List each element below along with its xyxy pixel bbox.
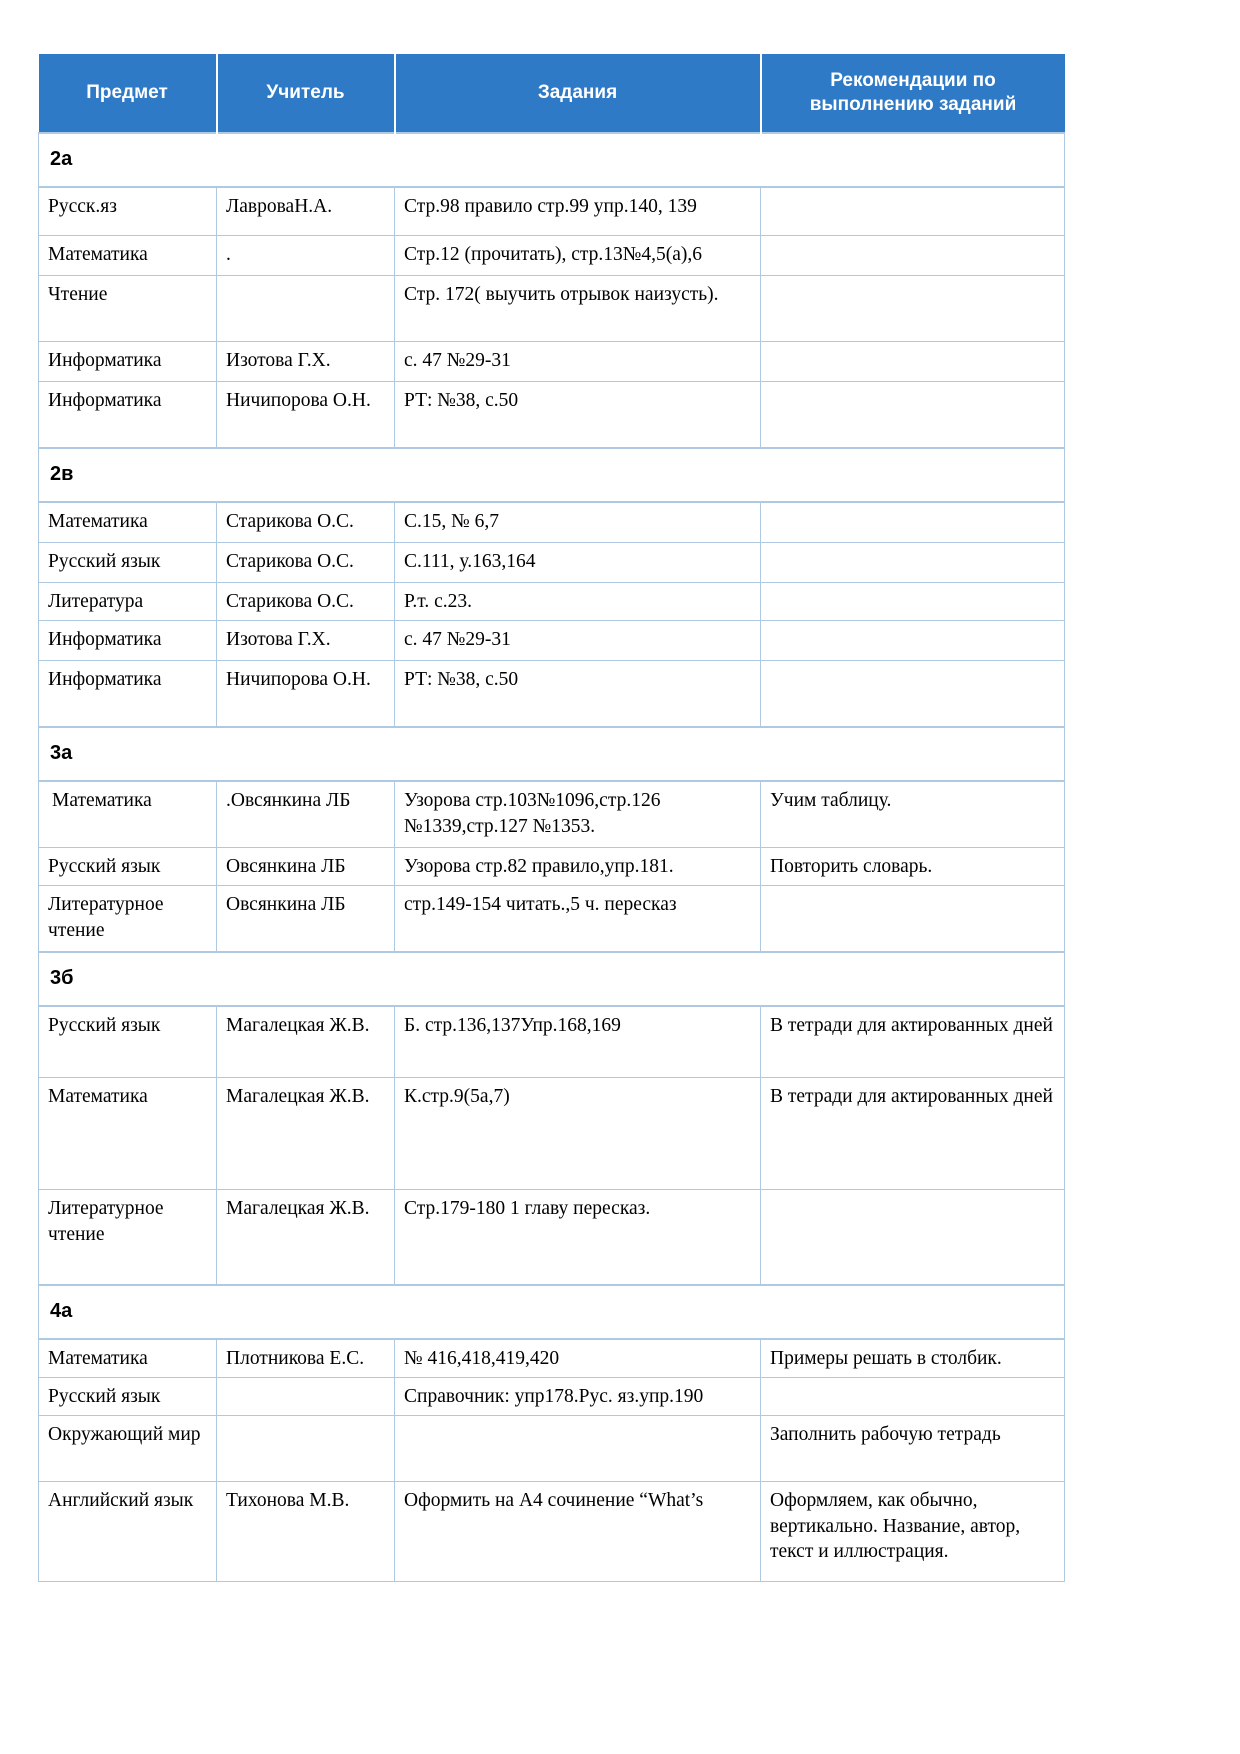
cell-recommendations xyxy=(761,886,1065,952)
cell-subject: Окружающий мир xyxy=(39,1416,217,1482)
class-label: 2в xyxy=(39,448,1065,502)
homework-table xyxy=(38,54,1065,1582)
cell-tasks: Справочник: упр178.Рус. яз.упр.190 xyxy=(395,1378,761,1416)
cell-teacher: Изотова Г.Х. xyxy=(217,341,395,381)
cell-recommendations: Примеры решать в столбик. xyxy=(761,1339,1065,1378)
cell-recommendations xyxy=(761,542,1065,582)
cell-teacher: Старикова О.С. xyxy=(217,582,395,620)
cell-subject: Русский язык xyxy=(39,1006,217,1078)
cell-teacher: Овсянкина ЛБ xyxy=(217,847,395,885)
cell-tasks: Узорова стр.82 правило,упр.181. xyxy=(395,847,761,885)
cell-tasks: № 416,418,419,420 xyxy=(395,1339,761,1378)
cell-subject: Литература xyxy=(39,582,217,620)
table-row xyxy=(39,1378,1065,1416)
cell-recommendations xyxy=(761,1378,1065,1416)
cell-teacher: Магалецкая Ж.В. xyxy=(217,1190,395,1285)
cell-teacher: Тихонова М.В. xyxy=(217,1482,395,1582)
table-row xyxy=(39,502,1065,542)
cell-tasks: Б. стр.136,137Упр.168,169 xyxy=(395,1006,761,1078)
column-header-teacher: Учитель xyxy=(217,54,395,133)
cell-recommendations xyxy=(761,235,1065,275)
class-section-header xyxy=(39,448,1065,502)
cell-subject: Литературное чтение xyxy=(39,1190,217,1285)
column-header-subject: Предмет xyxy=(39,54,217,133)
cell-tasks: с. 47 №29-31 xyxy=(395,341,761,381)
class-section-header xyxy=(39,727,1065,781)
cell-subject: Чтение xyxy=(39,275,217,341)
cell-teacher: Ничипорова О.Н. xyxy=(217,660,395,727)
cell-recommendations: В тетради для актированных дней xyxy=(761,1078,1065,1190)
cell-tasks: РТ: №38, с.50 xyxy=(395,660,761,727)
class-section-header xyxy=(39,1285,1065,1339)
cell-subject: Русский язык xyxy=(39,847,217,885)
cell-teacher: ЛавроваН.А. xyxy=(217,187,395,235)
cell-tasks: Узорова стр.103№1096,стр.126 №1339,стр.127 №1353. xyxy=(395,781,761,847)
table-row xyxy=(39,1190,1065,1285)
table-row xyxy=(39,235,1065,275)
cell-recommendations xyxy=(761,275,1065,341)
cell-tasks: С.111, у.163,164 xyxy=(395,542,761,582)
cell-tasks: Оформить на А4 сочинение “What’s xyxy=(395,1482,761,1582)
table-row xyxy=(39,582,1065,620)
cell-teacher xyxy=(217,1416,395,1482)
cell-subject: Английский язык xyxy=(39,1482,217,1582)
cell-teacher: Магалецкая Ж.В. xyxy=(217,1006,395,1078)
class-label: 4а xyxy=(39,1285,1065,1339)
cell-subject: Информатика xyxy=(39,341,217,381)
table-row xyxy=(39,542,1065,582)
cell-recommendations xyxy=(761,187,1065,235)
cell-teacher xyxy=(217,1378,395,1416)
column-header-recommendations: Рекомендации по выполнению заданий xyxy=(761,54,1065,133)
table-row xyxy=(39,275,1065,341)
table-row xyxy=(39,847,1065,885)
cell-teacher: Овсянкина ЛБ xyxy=(217,886,395,952)
class-label: 3б xyxy=(39,952,1065,1006)
cell-teacher: Старикова О.С. xyxy=(217,542,395,582)
cell-recommendations: Учим таблицу. xyxy=(761,781,1065,847)
cell-teacher: Изотова Г.Х. xyxy=(217,620,395,660)
cell-tasks: стр.149-154 читать.,5 ч. пересказ xyxy=(395,886,761,952)
cell-subject: Математика xyxy=(39,1339,217,1378)
cell-subject: Математика xyxy=(39,502,217,542)
cell-teacher: Плотникова Е.С. xyxy=(217,1339,395,1378)
cell-recommendations: Повторить словарь. xyxy=(761,847,1065,885)
cell-recommendations xyxy=(761,341,1065,381)
cell-tasks: Р.т. с.23. xyxy=(395,582,761,620)
cell-tasks: Стр.98 правило стр.99 упр.140, 139 xyxy=(395,187,761,235)
cell-subject: Русский язык xyxy=(39,1378,217,1416)
table-row xyxy=(39,1482,1065,1582)
cell-subject: Литературное чтение xyxy=(39,886,217,952)
cell-subject: Математика xyxy=(39,781,217,847)
cell-tasks: Стр. 172( выучить отрывок наизусть). xyxy=(395,275,761,341)
cell-tasks xyxy=(395,1416,761,1482)
table-row xyxy=(39,781,1065,847)
cell-recommendations: В тетради для актированных дней xyxy=(761,1006,1065,1078)
cell-teacher: .Овсянкина ЛБ xyxy=(217,781,395,847)
cell-tasks: РТ: №38, с.50 xyxy=(395,381,761,448)
class-section-header xyxy=(39,952,1065,1006)
cell-teacher: Магалецкая Ж.В. xyxy=(217,1078,395,1190)
cell-recommendations xyxy=(761,620,1065,660)
table-row xyxy=(39,1006,1065,1078)
table-row xyxy=(39,1416,1065,1482)
table-row xyxy=(39,341,1065,381)
class-section-header xyxy=(39,133,1065,187)
cell-subject: Русск.яз xyxy=(39,187,217,235)
cell-recommendations xyxy=(761,502,1065,542)
cell-subject: Информатика xyxy=(39,660,217,727)
cell-recommendations xyxy=(761,1190,1065,1285)
cell-recommendations xyxy=(761,381,1065,448)
cell-teacher: Старикова О.С. xyxy=(217,502,395,542)
cell-subject: Математика xyxy=(39,235,217,275)
class-label: 2а xyxy=(39,133,1065,187)
cell-recommendations xyxy=(761,582,1065,620)
table-row xyxy=(39,1078,1065,1190)
table-row xyxy=(39,187,1065,235)
cell-recommendations: Оформляем, как обычно, вертикально. Название, автор, текст и иллюстрация. xyxy=(761,1482,1065,1582)
table-body xyxy=(39,133,1065,1582)
table-row xyxy=(39,660,1065,727)
cell-teacher: Ничипорова О.Н. xyxy=(217,381,395,448)
table-row xyxy=(39,620,1065,660)
cell-teacher: . xyxy=(217,235,395,275)
cell-tasks: С.15, № 6,7 xyxy=(395,502,761,542)
header-row xyxy=(39,54,1065,133)
cell-tasks: Стр.12 (прочитать), стр.13№4,5(а),6 xyxy=(395,235,761,275)
table-row xyxy=(39,886,1065,952)
table-header xyxy=(39,54,1065,133)
cell-teacher xyxy=(217,275,395,341)
cell-recommendations: Заполнить рабочую тетрадь xyxy=(761,1416,1065,1482)
class-label: 3а xyxy=(39,727,1065,781)
table-row xyxy=(39,1339,1065,1378)
column-header-tasks: Задания xyxy=(395,54,761,133)
cell-subject: Математика xyxy=(39,1078,217,1190)
cell-recommendations xyxy=(761,660,1065,727)
cell-tasks: К.стр.9(5а,7) xyxy=(395,1078,761,1190)
cell-subject: Информатика xyxy=(39,620,217,660)
cell-subject: Информатика xyxy=(39,381,217,448)
cell-subject: Русский язык xyxy=(39,542,217,582)
table-row xyxy=(39,381,1065,448)
cell-tasks: Стр.179-180 1 главу пересказ. xyxy=(395,1190,761,1285)
cell-tasks: с. 47 №29-31 xyxy=(395,620,761,660)
